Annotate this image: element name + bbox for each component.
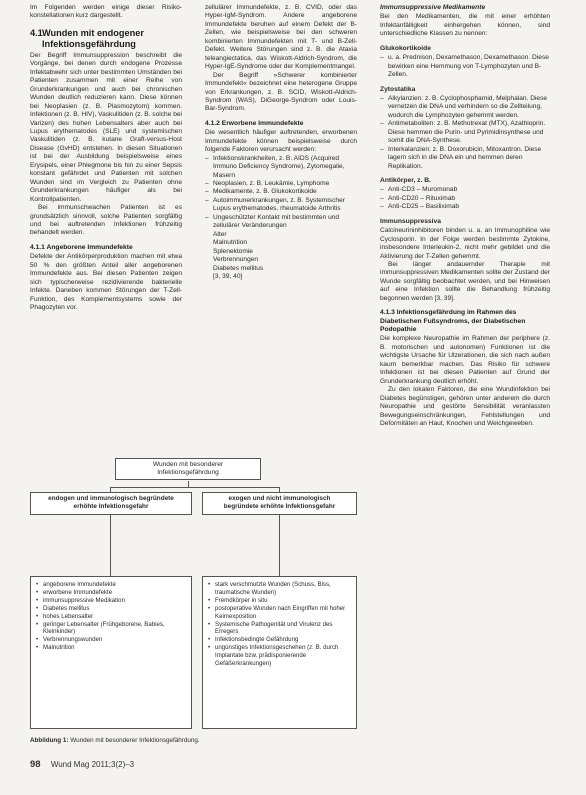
list-item: • Malnutrition	[35, 644, 187, 652]
group-heading: Zytostatika	[380, 85, 416, 93]
figure-1	[30, 457, 357, 748]
page-footer	[30, 759, 134, 770]
paragraph: Bei länger andauernder Therapie mit immunsuppressiven Medikamenten sollte der Zustand der Wunde sorgfältig beobachtet werden, und bei Hinweisen auf eine Infektion sollte die Behandlung frühzeitig begonnen werden [3, 39].	[380, 261, 550, 302]
subsection-heading	[30, 244, 182, 252]
group-list	[380, 95, 550, 171]
paragraph: Calcineurininhibitoren binden u. a. an Immunophiline wie Cyclosporin. In der Folge werden bestimmte Zytokine, insbesondere Interleukin-2, nicht mehr gebildet und die Aktivierung der T-Zellen gehemmt.	[380, 227, 550, 260]
column-2	[205, 4, 357, 281]
paragraph: Die wesentlich häufiger auftretenden, erworbenen Immundefekte können beispielsweise durch folgende Faktoren verursacht werden:	[205, 129, 357, 154]
diagram-root-box	[115, 458, 261, 480]
subsection-heading	[205, 120, 357, 128]
list-item: • Verbrennungswunden	[35, 636, 187, 644]
list-item: [3, 39, 40]	[213, 273, 243, 280]
section-number: 4.1	[30, 27, 43, 38]
group-heading: Antikörper, z. B.	[380, 177, 431, 185]
paragraph: Zu den lokalen Faktoren, die eine Wundinfektion bei Diabetes begünstigen, gehören unter anderem die durch Neuropathie und gestörte Sensibilität veranlassten Bewegungseinschränkungen, Fehlstellungen und Deformitäten an Haut, Knochen und Weichgeweben.	[380, 386, 550, 428]
list-item: – Ungeschützter Kontakt mit bestimmten und zellulärer Veränderungen	[205, 214, 357, 231]
subsection-number: 4.1.2	[205, 119, 220, 127]
connector-line	[110, 515, 111, 576]
paragraph: zellulärer Immundefekte, z. B. CVID, oder das Hyper-IgM-Syndrom. Andere angeborene Immundefekte beruhen auf einem Defekt der B-Zellen, wie beispielsweise bei den schweren kombinierten Immundefekten mit T- und B-Zell-Defekt. Weitere Störungen sind z. B. die Ataxia teleangiectatica, das Wiskott-Aldrich-Syndrom, die Hyper-IgE-Syndrome oder der Komplementmangel.	[205, 4, 357, 71]
endogen-list	[35, 581, 187, 652]
paragraph: Bei immunschwachen Patienten ist es grundsätzlich sinnvoll, solche Patienten sorgfältig und bei auftretenden Infektionen frühzeitig behandelt werden.	[30, 204, 182, 237]
list-item: – Autoimmunerkrankungen, z. B. Systemischer Lupus erythematodes, rheumatoide Arthritis	[205, 197, 357, 214]
caption-label: Abbildung 1:	[30, 737, 69, 744]
column-1	[30, 4, 182, 312]
intro-paragraph: Im Folgenden werden einige dieser Risiko-konstellationen kurz dargestellt.	[30, 4, 182, 20]
list-item: • Fremdkörper in situ	[207, 597, 352, 605]
cause-list	[205, 155, 357, 282]
left-head-line1: endogen und immunologisch begründete	[48, 495, 174, 502]
connector-line	[110, 487, 280, 488]
paragraph: Der Begriff »Schwerer kombinierter Immundefekt« bezeichnet eine heterogene Gruppe von Erkrankungen, z. B. SCID, Wiskott-Aldrich-Syndrom (WAS), DiGeorge-Syndrom oder Louis-Bar-Syndrom.	[205, 71, 357, 113]
list-item: – Alkylanzien: z. B. Cyclophosphamid, Melphalan. Diese vernetzen die DNA und verhindern so die Zellteilung, wodurch die Lymphozyten gehemmt werden.	[380, 95, 550, 120]
group-list	[380, 186, 550, 211]
list-item: – Anti-CD20 – Rituximab	[380, 195, 550, 203]
root-title-line1: Wunden mit besonderer	[152, 461, 224, 468]
figure-caption	[30, 737, 357, 745]
exogen-category-box	[202, 492, 357, 515]
connector-line	[279, 515, 280, 576]
list-item: • Diabetes mellitus	[35, 605, 187, 613]
list-item: – Medikamente, z. B. Glukokortikoide	[205, 188, 357, 196]
subsection-heading	[380, 309, 550, 334]
paragraph: Defekte der Antikörperproduktion machen mit etwa 50 % den größten Anteil aller angeborenen Immundefekte aus. Bei diesen Patienten zeigen sich typischerweise rezidivierende bakterielle Infekte. Daneben kommen Störungen der T-Zell-Funktion, des Komplementsystems sowie der Phagozyten vor.	[30, 253, 182, 311]
list-item: Verbrennungen	[213, 256, 259, 264]
group-heading: Immunsuppressiva	[380, 217, 441, 225]
paragraph: Die komplexe Neuropathie im Rahmen der periphere (z. B. motorischen und autonomen) Funktionen ist die wichtigste Ursache für Ulzerationen, die sich nach außen kaum bemerkbar machen. Das Risiko für schwere Infektionen ist bei diesen Patienten auf Grund der Grunderkrankung deutlich erhöht.	[380, 335, 550, 385]
list-item: – Anti-CD25 – Basiliximab	[380, 203, 550, 211]
list-item: • Infektionsbedingte Gefährdung	[207, 636, 352, 644]
group-heading: Glukokortikoide	[380, 44, 431, 52]
list-item: – u. a. Prednison, Dexamethason, Dexamethason. Diese bewirken eine Hemmung von T-Lymphozyten und B-Zellen.	[380, 54, 550, 79]
list-item: • stark verschmutzte Wunden (Schuss, Biss, traumatische Wunden)	[207, 581, 352, 597]
list-item: • angeborene Immundefekte	[35, 581, 187, 589]
list-item: – Antimetaboliten: z. B. Methotrexat (MTX), Azathioprin. Diese hemmen die Purin- und Pyrimidinsynthese und somit die DNA-Synthese.	[380, 120, 550, 145]
list-item: Splenektomie	[213, 247, 253, 255]
list-item: Malnutrition	[213, 239, 248, 247]
list-item: • geringer Lebensalter (Frühgeborene, Babies, Kleinkinder)	[35, 621, 187, 637]
section-title-line1: Wunden mit endogener	[42, 27, 144, 38]
section-heading	[30, 28, 182, 50]
paragraph: Bei den Medikamenten, die mit einer erhöhten Infektanfälligkeit einhergehen können, sind unterschiedliche Klassen zu nennen:	[380, 13, 550, 38]
subsection-number: 4.1.3	[380, 309, 395, 317]
list-item: • ungünstiges Infektionsgeschehen (z. B. durch Implantate bzw. prädisponierende Gefäßerkrankungen)	[207, 644, 352, 668]
root-title-line2: Infektionsgefährdung	[157, 469, 219, 476]
list-item: – Anti-CD3 – Muromonab	[380, 186, 550, 194]
subsection-title: Erworbene Immundefekte	[221, 119, 304, 127]
exogen-list	[207, 581, 352, 668]
endogen-category-box	[30, 492, 192, 515]
journal-citation: Wund Mag 2011;3(2)–3	[50, 760, 135, 769]
group-list	[380, 54, 550, 79]
list-item: Diabetes mellitus	[213, 264, 264, 272]
section-title-line2: Infektionsgefährdung	[42, 38, 136, 49]
right-head-line2: begründete erhöhte Infektionsgefahr	[223, 503, 336, 510]
list-item: • Systemische Pathogenität und Virulenz des Erregers	[207, 621, 352, 637]
page-number: 98	[30, 759, 41, 770]
subsection-title: Angeborene Immundefekte	[46, 243, 133, 251]
endogen-list-box	[30, 576, 192, 729]
caption-text: Wunden mit besonderer Infektionsgefährdung.	[70, 737, 200, 744]
subheading: Immunsuppressive Medikamente	[380, 4, 486, 11]
list-item: • hohes Lebensalter	[35, 613, 187, 621]
list-item: Alter	[213, 230, 227, 238]
subsection-title: Infektionsgefährdung im Rahmen des Diabetischen Fußsyndroms, der Diabetischen Podopathie	[380, 309, 526, 334]
exogen-list-box	[202, 576, 357, 729]
list-item: • erworbene Immundefekte	[35, 589, 187, 597]
list-item: – Neoplasien, z. B. Leukämie, Lymphome	[205, 180, 357, 188]
paragraph: Der Begriff Immunsuppression beschreibt die Vorgänge, bei denen durch endogene Prozesse Infektabwehr sich unter bestimmten Umständen bei Patienten zusammen mit einer Reihe von Grunderkrankungen und auch bei chronischen Wunden deutlich reduzieren kann. Diese können bei Neoplasien (z. B. Plasmozytom) kommen. Infektionen (z. B. HIV), Vaskulitiden (z. B. solche bei Varizen) des hohen Lebensalters aber auch bei Lupus erythematodes (SLE) und systemischen Vaskulitiden (z. B. kutane Graft-versus-Host Disease (GvHD) entstehen. In diesen Situationen ist bei der Ausbildung beispielsweise eines Erysipels, einer Phlegmone bis hin zu einer Sepsis konstant gefährdet und Patienten mit solchen Wunden sind im Vergleich zu Patienten ohne Grunderkrankungen häufiger als bei Kontrollpatienten.	[30, 51, 182, 203]
list-item: • postoperative Wunden nach Eingriffen mit hoher Keimexposition	[207, 605, 352, 621]
subsection-number: 4.1.1	[30, 243, 45, 251]
right-head-line1: exogen und nicht immunologisch	[228, 495, 331, 502]
left-head-line2: erhöhte Infektionsgefahr	[73, 503, 149, 510]
list-item: – Infektionskrankheiten, z. B. AIDS (Acquired Immuno Deficiency Syndrome), Zytomegalie, Masern	[205, 155, 357, 180]
list-item: – Interkalanzien: z. B. Doxorubicin, Mitoxantron. Diese lagern sich in die DNA ein und hemmen deren Replikation.	[380, 146, 550, 171]
list-item: • immunsuppressive Medikation	[35, 597, 187, 605]
column-3	[380, 4, 550, 428]
